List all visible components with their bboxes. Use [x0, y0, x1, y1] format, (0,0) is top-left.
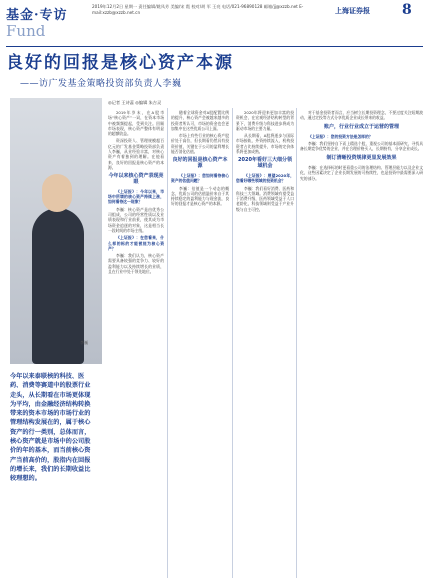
- body-paragraph: 对于基金投资者而言，应当树立长期投资理念，不要过度关注短期波动，通过定投等方式分享优质企业成长带来的收益。: [300, 110, 423, 121]
- interview-answer: 李巍：我们看好消费、医药和科技三大领域。消费领域有望受益于消费升级，医药领域受益于人口老龄化，科技领域则受益于产业升级与自主可控。: [236, 185, 294, 212]
- body-paragraph: 随着全球资金对A股配置比例的提升，核心资产会被越来越多的投资者所认可，市场的资金也会更加集中在这些优质公司上面。: [171, 110, 229, 131]
- section-subhead: 良好的回报是核心资产本源: [172, 157, 228, 169]
- section-title: 基金·专访: [6, 8, 68, 23]
- body-paragraph: 李巍：在选择标的时更看重公司的治理结构、管理层能力以及企业文化，这些因素决定了企业长期发展的可持续性，也是投资中最需要深入研究的部分。: [300, 165, 423, 181]
- body-paragraph: 从长期看，A股将逐步与国际市场接轨，外资持续流入，机构投资者占比持续提升，市场的定价体系将更加成熟。: [236, 133, 294, 155]
- section-subhead: 2020年看好三大细分领域机会: [238, 157, 292, 169]
- interview-question: 《上证报》：在您看来，什么样的标的才能被视为核心资产？: [108, 235, 164, 251]
- article-column: [300, 110, 423, 580]
- header-rule: [6, 46, 423, 47]
- body-paragraph: 2019年岁末，在A股市场“核心资产”一词，在资本市场中被频频提起，受到关注。回顾市场表现，核心资产整体有明显的超额收益。: [108, 110, 164, 137]
- interview-answer: 李巍：我们坚持自下而上精选个股，重视公司的基本面研究，寻找具备长期竞争优势的企业，并在合理价格买入，长期持有，分享企业成长。: [300, 141, 423, 152]
- issue-meta: 2019年12月2日 星期一 责任编辑/姚凤芳 美编/宋 霞 校对/胡 军 王亮 电话/021-96890128 邮箱/jj@xzzb.net E-mail:xzzb@xzzb.net.cn: [92, 4, 304, 15]
- page-number: 8: [402, 2, 412, 18]
- headline: [6, 52, 306, 89]
- section-subhead: 制订清晰投资规律更显发展效果: [326, 154, 397, 161]
- section-title-en: Fund: [6, 22, 46, 40]
- body-paragraph: 2020年将迎来更加丰富的投资机会，在宏观经济结构转型的背景下，消费升级与科技进步将成为驱动市场的主要力量。: [236, 110, 294, 131]
- article-column: [171, 110, 229, 580]
- section-subhead: 账户，行业行业成立于运营的管理: [323, 123, 399, 130]
- column-divider: [296, 108, 297, 578]
- interview-answer: 李巍：估值是一个动态的概念，优质公司的估值溢价来自于其持续稳定的盈利能力与现金流，良好的回报才是核心资产的本源。: [171, 185, 229, 207]
- interview-question: 《上证报》：今年以来，市场中所谓的核心资产持续上涨，如何看待这一现象？: [108, 188, 164, 205]
- pull-quote: 今年以来泰联核的科技、医药、消费等赛道中的股票行业走头，从长期看在市场更体现为平均，由金融经济结构转换带来的资本市场的市场行业的管理结构发展在的，属于核心资产的行一类别，总体而言，核心资产就是市场中的公司股价的年的基本，而当前核心资产当前高价的，股指内在回报的增长来，我们的长期收益比较理想的。: [10, 373, 91, 483]
- person-face: [42, 174, 72, 212]
- interview-question: 《上证报》：展望2020年，您看好哪些领域的投资机会？: [236, 172, 294, 184]
- interview-question: 《上证报》：您如何看待核心资产的估值问题？: [171, 172, 229, 184]
- body-paragraph: 市场上有些行业的核心资产股价处于高位，但长期看仍然具有投资价值，关键在于公司的盈利增长能否消化估值。: [171, 133, 229, 155]
- person-body: [32, 208, 84, 364]
- portrait-photo: [10, 98, 102, 364]
- column-divider: [232, 108, 233, 578]
- byline: ◎记者 王诗蕊 ◎编辑 朱吉灵: [108, 100, 162, 105]
- interview-question: 《上证报》：您的投资方法是怎样的？: [308, 133, 373, 139]
- headline-title: 良好的回报是核心资产本源: [6, 53, 234, 73]
- page-header: [0, 0, 429, 48]
- body-paragraph: 资深投资人、管理规模超百亿元的广发基金策略投资部负责人李巍，从业经验丰富，对核心资产有着独到的理解。在他看来，良好的回报是核心资产的本源。: [108, 138, 164, 170]
- headline-subtitle: ——访广发基金策略投资部负责人李巍: [20, 79, 182, 89]
- interview-answer: 李巍：我们认为，核心资产需要具备较强的竞争力、较好的盈利能力以及持续增长的业绩，且在行业中处于领先地位。: [108, 253, 164, 275]
- article-column: [108, 110, 164, 580]
- interview-answer: 李巍：核心资产是由优秀公司组成，公司的经营性质以及业绩表现和行业前景，使其成为市场资金追逐的对象，这是相当长一段时间的市场主线。: [108, 206, 164, 233]
- column-divider: [167, 108, 168, 578]
- newspaper-name: 上海证券报: [335, 7, 370, 15]
- section-subhead: 今年以来核心资产表现亮眼: [108, 173, 164, 185]
- article-column: [236, 110, 294, 580]
- photo-caption: 李巍: [80, 340, 88, 345]
